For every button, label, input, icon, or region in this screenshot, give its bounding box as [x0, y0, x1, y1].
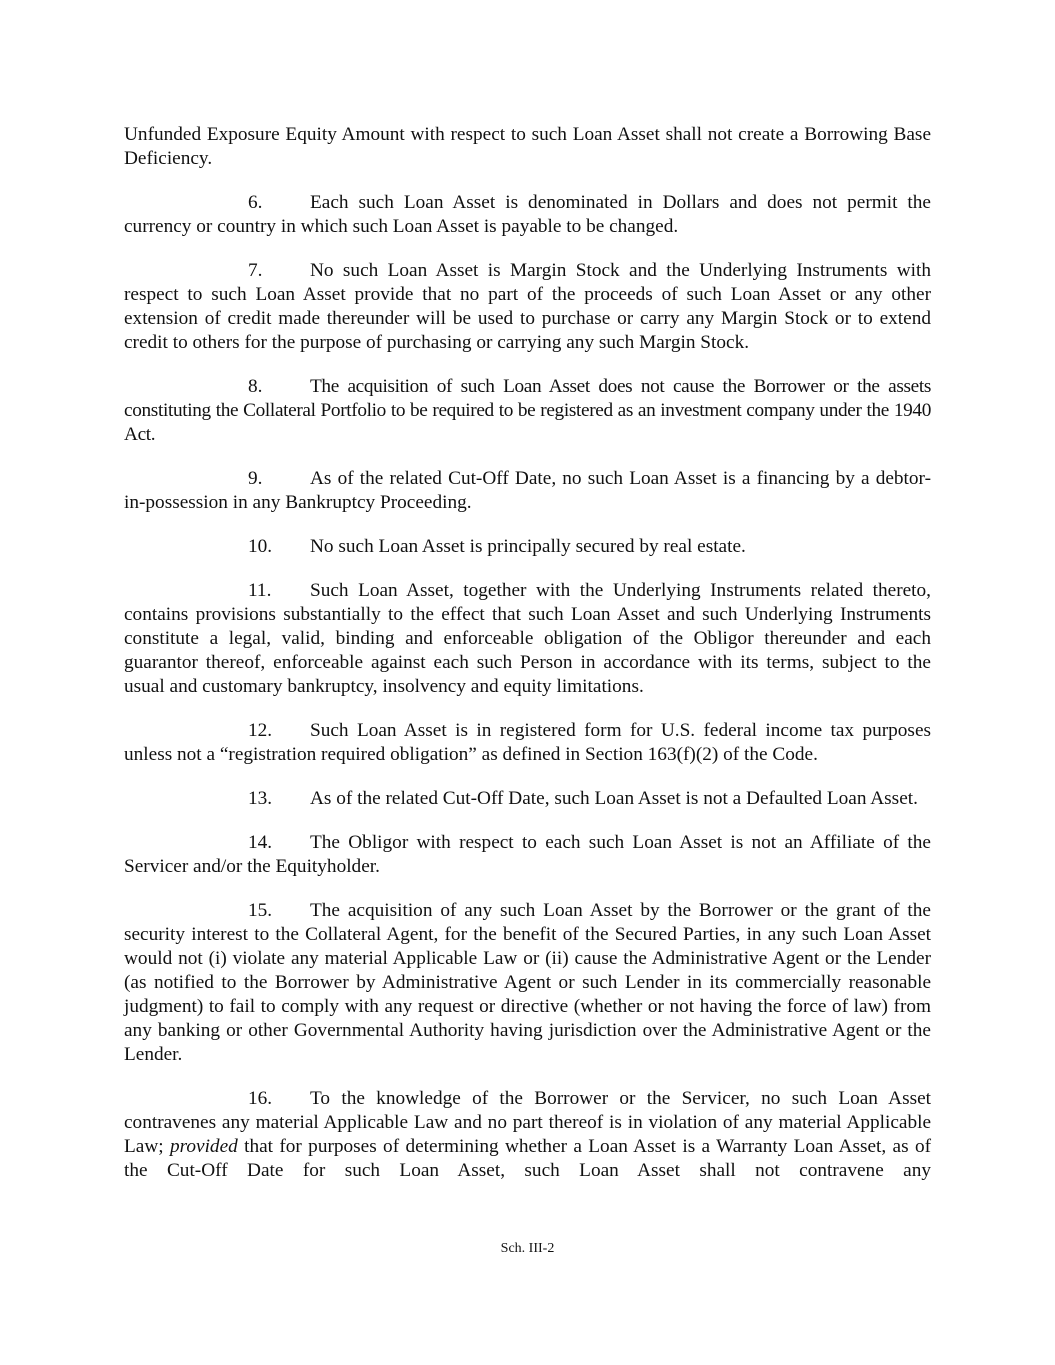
list-item-10 — [124, 535, 931, 559]
list-item-9 — [124, 467, 931, 515]
item-number: 9. — [248, 468, 263, 489]
item-text: As of the related Cut-Off Date, no such Loan Asset is a financing by a debtor-in-possession in any Bankruptcy Proceeding. — [124, 468, 931, 513]
list-item-13 — [124, 787, 931, 811]
item-text-italic: provided — [169, 1136, 238, 1157]
item-number: 16. — [248, 1088, 273, 1109]
item-text: Such Loan Asset, together with the Underlying Instruments related thereto, contains provisions substantially to the effect that such Loan Asset and such Underlying Instruments constitute a legal, valid, binding and enforceable obligation of the Obligor thereunder and each guarantor thereof, enforceable against each such Person in accordance with its terms, subject to the usual and customary bankruptcy, insolvency and equity limitations. — [124, 580, 931, 697]
item-text-after: that for purposes of determining whether a Loan Asset is a Warranty Loan Asset, as of the Cut-Off Date for such Loan Asset, such Loan Asset shall not contravene any — [124, 1136, 932, 1181]
item-number: 11. — [248, 580, 272, 601]
item-text: Each such Loan Asset is denominated in Dollars and does not permit the currency or country in which such Loan Asset is payable to be changed. — [124, 192, 931, 237]
item-text: The acquisition of any such Loan Asset by the Borrower or the grant of the security interest to the Collateral Agent, for the benefit of the Secured Parties, in any such Loan Asset would not (i) violate any material Applicable Law or (ii) cause the Administrative Agent or the Lender (as notified to the Borrower by Administrative Agent or such Lender in its commercially reasonable judgment) to fail to comply with any request or directive (whether or not having the force of law) from any banking or other Governmental Authority having jurisdiction over the Administrative Agent or the Lender. — [124, 900, 931, 1065]
item-text-before: To the knowledge of the Borrower or the Servicer, no such Loan Asset contravenes any material Applicable Law and no part thereof is in violation of any material Applicable Law; — [124, 1088, 931, 1157]
item-text: The Obligor with respect to each such Loan Asset is not an Affiliate of the Servicer and/or the Equityholder. — [124, 832, 931, 877]
item-number: 14. — [248, 832, 273, 853]
item-text: No such Loan Asset is Margin Stock and the Underlying Instruments with respect to such Loan Asset provide that no part of the proceeds of such Loan Asset or any other extension of credit made thereunder will be used to purchase or carry any Margin Stock or to extend credit to others for the purpose of purchasing or carrying any such Margin Stock. — [124, 260, 931, 353]
item-text: The acquisition of such Loan Asset does not cause the Borrower or the assets constituting the Collateral Portfolio to be required to be registered as an investment company under the 1940 Act. — [124, 376, 931, 445]
page-footer: Sch. III-2 — [500, 1241, 555, 1256]
list-item-14 — [124, 831, 931, 879]
list-item-8 — [124, 375, 931, 447]
item-number: 6. — [248, 192, 263, 213]
list-item-6 — [124, 191, 931, 239]
item-number: 10. — [248, 536, 273, 557]
list-item-16 — [124, 1087, 931, 1183]
item-text: No such Loan Asset is principally secured by real estate. — [310, 536, 746, 557]
item-number: 12. — [248, 720, 273, 741]
item-number: 8. — [248, 376, 263, 397]
continuation-paragraph: Unfunded Exposure Equity Amount with respect to such Loan Asset shall not create a Borrowing Base Deficiency. — [124, 124, 931, 169]
list-item-7 — [124, 259, 931, 355]
item-text: As of the related Cut-Off Date, such Loan Asset is not a Defaulted Loan Asset. — [310, 788, 918, 809]
list-item-11 — [124, 579, 931, 699]
item-number: 15. — [248, 900, 273, 921]
item-text: Such Loan Asset is in registered form for U.S. federal income tax purposes unless not a “registration required obligation” as defined in Section 163(f)(2) of the Code. — [124, 720, 931, 765]
document-page — [124, 123, 931, 1203]
item-number: 7. — [248, 260, 263, 281]
list-item-12 — [124, 719, 931, 767]
list-item-15 — [124, 899, 931, 1067]
item-number: 13. — [248, 788, 273, 809]
